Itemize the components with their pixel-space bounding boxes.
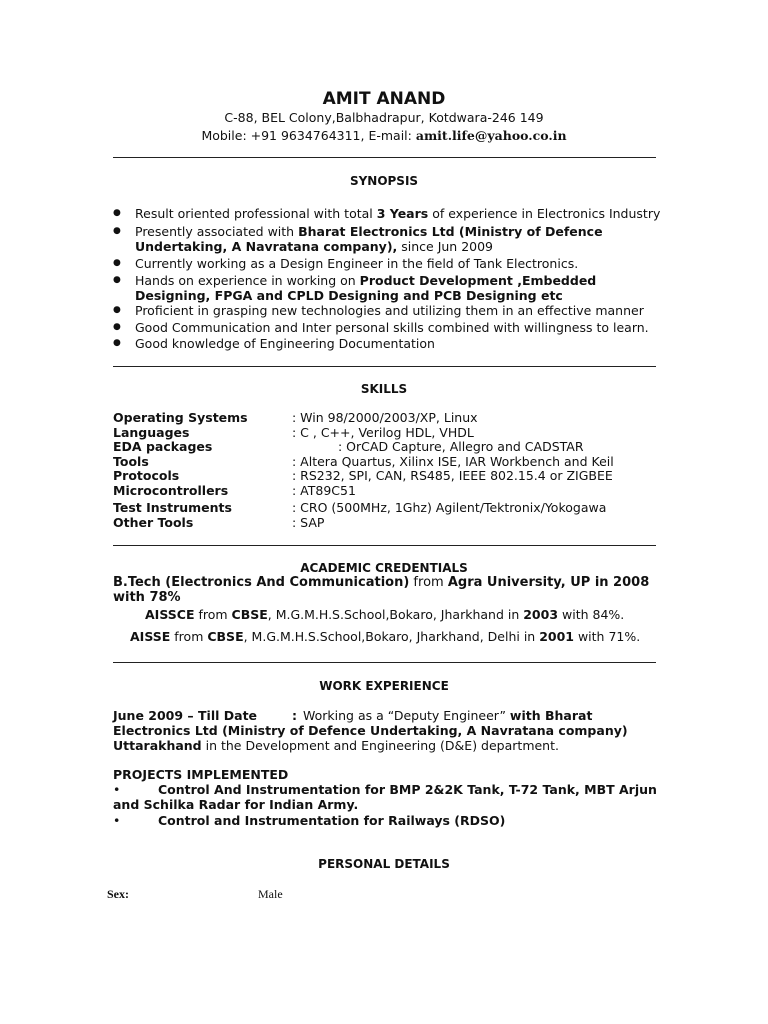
bold-text: Bharat Electronics Ltd (Ministry of Defence Undertaking, A Navratana company), — [135, 224, 603, 254]
skill-value: : C , C++, Verilog HDL, VHDL — [292, 425, 474, 440]
text: in the Development and Engineering (D&E) department. — [201, 738, 559, 753]
project-item — [113, 813, 658, 828]
work-description — [113, 708, 633, 753]
text: Result oriented professional with total — [135, 206, 377, 221]
candidate-name: AMIT ANAND — [322, 89, 446, 109]
text: with 71%. — [573, 629, 641, 644]
bold-text: AISSE — [130, 629, 171, 644]
divider — [113, 545, 656, 546]
project-item — [113, 782, 658, 812]
bullet-icon: • — [113, 782, 121, 797]
text: Hands on experience in working on — [135, 273, 360, 288]
address: C-88, BEL Colony,Balbhadrapur, Kotdwara-246 149 — [224, 110, 544, 125]
text: Proficient in grasping new technologies and utilizing them in an effective manner — [135, 303, 644, 318]
email-link[interactable]: amit.life@yahoo.co.in — [415, 128, 567, 143]
text: with 84%. — [558, 607, 625, 622]
contact-line — [0, 128, 768, 143]
mobile-text: Mobile: +91 9634764311, E-mail: — [201, 128, 412, 143]
skill-label: Protocols — [113, 468, 180, 483]
synopsis-item — [135, 224, 665, 254]
skill-value: : SAP — [292, 515, 325, 530]
bold-text: AISSCE — [145, 607, 195, 622]
skill-value: : Altera Quartus, Xilinx ISE, IAR Workbench and Keil — [292, 454, 614, 469]
text: Good knowledge of Engineering Documentation — [135, 336, 435, 351]
skill-label: EDA packages — [113, 439, 213, 454]
text: from — [170, 629, 208, 644]
synopsis-item — [135, 206, 665, 221]
synopsis-item — [135, 336, 665, 351]
text: Currently working as a Design Engineer in the field of Tank Electronics. — [135, 256, 579, 271]
bold-text: B.Tech (Electronics And Communication) — [113, 575, 410, 590]
degree-aisse — [130, 629, 730, 644]
skill-value: : CRO (500MHz, 1Ghz) Agilent/Tektronix/Yokogawa — [292, 500, 607, 515]
work-period: June 2009 – Till Date — [113, 708, 258, 723]
skill-value: : AT89C51 — [292, 483, 356, 498]
text: , M.G.M.H.S.School,Bokaro, Jharkhand, Delhi in — [243, 629, 540, 644]
project-text: Control and Instrumentation for Railways (RDSO) — [158, 813, 506, 828]
text: Good Communication and Inter personal skills combined with willingness to learn. — [135, 320, 649, 335]
text: Presently associated with — [135, 224, 299, 239]
text: since Jun 2009 — [397, 239, 494, 254]
skill-label: Microcontrollers — [113, 483, 229, 498]
work-colon: : — [292, 708, 297, 723]
degree-btech — [113, 575, 658, 605]
skill-label: Operating Systems — [113, 410, 248, 425]
skill-label: Test Instruments — [113, 500, 232, 515]
divider — [113, 662, 656, 663]
skill-value: : OrCAD Capture, Allegro and CADSTAR — [338, 439, 584, 454]
synopsis-heading: SYNOPSIS — [349, 174, 419, 188]
text: , M.G.M.H.S.School,Bokaro, Jharkhand in — [267, 607, 524, 622]
text: from — [194, 607, 232, 622]
text: from — [409, 575, 448, 590]
skill-value: : Win 98/2000/2003/XP, Linux — [292, 410, 478, 425]
projects-heading: PROJECTS IMPLEMENTED — [113, 767, 289, 782]
sex-value: Male — [258, 887, 283, 901]
bullet-icon: • — [113, 813, 121, 828]
text: of experience in Electronics Industry — [428, 206, 661, 221]
skills-heading: SKILLS — [360, 382, 408, 396]
bold-text: Agra University, UP in 2008 with 78% — [113, 575, 650, 605]
divider — [113, 366, 656, 367]
synopsis-item — [135, 256, 665, 271]
skill-label: Languages — [113, 425, 190, 440]
bold-text: CBSE — [207, 629, 244, 644]
degree-aissce — [145, 607, 705, 622]
bold-text: 3 Years — [376, 206, 429, 221]
personal-heading: PERSONAL DETAILS — [318, 857, 450, 871]
bold-text: 2003 — [523, 607, 559, 622]
text: Working as a “Deputy Engineer” — [303, 708, 510, 723]
bold-text: Product Development ,Embedded Designing, FPGA and CPLD Designing and PCB Designing etc — [135, 273, 597, 303]
skill-label: Other Tools — [113, 515, 194, 530]
synopsis-item — [135, 273, 665, 303]
sex-label: Sex: — [107, 887, 129, 901]
synopsis-item — [135, 303, 665, 318]
academic-heading: ACADEMIC CREDENTIALS — [300, 561, 468, 575]
bold-text: CBSE — [231, 607, 268, 622]
bold-text: 2001 — [539, 629, 574, 644]
work-heading: WORK EXPERIENCE — [319, 679, 449, 693]
skill-label: Tools — [113, 454, 149, 469]
bold-text: with Bharat Electronics Ltd (Ministry of Defence Undertaking, A Navratana company) Uttarakhand — [113, 708, 628, 753]
skill-value: : RS232, SPI, CAN, RS485, IEEE 802.15.4 or ZIGBEE — [292, 468, 613, 483]
divider — [113, 157, 656, 158]
project-text: Control And Instrumentation for BMP 2&2K Tank, T-72 Tank, MBT Arjun and Schilka Radar for Indian Army. — [113, 782, 657, 812]
synopsis-item — [135, 320, 665, 335]
